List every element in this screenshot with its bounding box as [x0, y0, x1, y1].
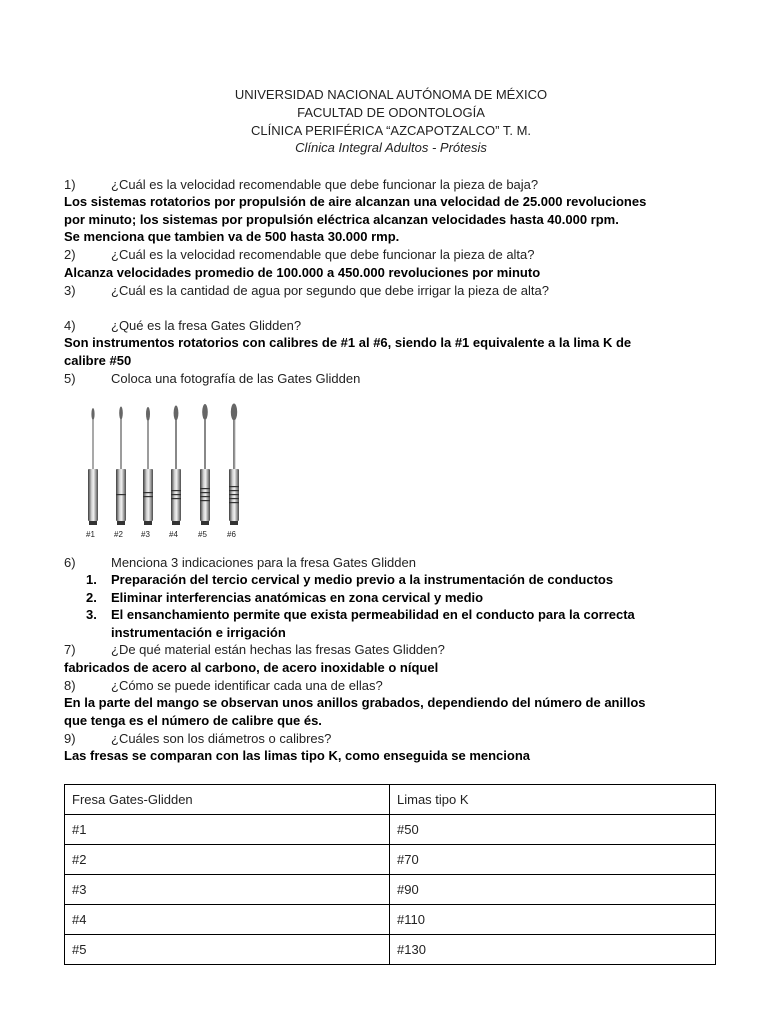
drill-label: #6: [227, 530, 236, 539]
table-cell: #3: [65, 875, 390, 905]
answer-4-line-2: calibre #50: [64, 353, 132, 368]
table-header-row: [65, 785, 716, 815]
university-title: UNIVERSIDAD NACIONAL AUTÓNOMA DE MÉXICO: [234, 87, 548, 102]
table-cell: #130: [390, 935, 716, 965]
question-9: 9) ¿Cuáles son los diámetros o calibres?: [64, 731, 332, 746]
drill-label: #4: [169, 530, 178, 539]
table-cell: #90: [390, 875, 716, 905]
indication-1: 1. Preparación del tercio cervical y medio previo a la instrumentación de conductos: [86, 572, 614, 587]
question-4: 4) ¿Qué es la fresa Gates Glidden?: [64, 318, 302, 333]
answer-1-line-3: Se menciona que tambien va de 500 hasta 30.000 rmp.: [64, 229, 400, 244]
table-header-cell: Limas tipo K: [390, 785, 716, 815]
table-cell: #2: [65, 845, 390, 875]
answer-2: Alcanza velocidades promedio de 100.000 a 450.000 revoluciones por minuto: [64, 265, 541, 280]
table-row: [65, 875, 716, 905]
answer-1-line-1: Los sistemas rotatorios por propulsión de aire alcanzan una velocidad de 25.000 revoluciones: [64, 194, 647, 209]
answer-8-line-2: que tenga es el número de calibre que és.: [64, 713, 322, 728]
table-cell: #50: [390, 815, 716, 845]
table-header-cell: Fresa Gates-Glidden: [65, 785, 390, 815]
indication-3: 3. El ensanchamiento permite que exista permeabilidad en el conducto para la correcta: [86, 607, 635, 622]
answer-8-line-1: En la parte del mango se observan unos anillos grabados, dependiendo del número de anillos: [64, 695, 646, 710]
table-row: [65, 845, 716, 875]
table-cell: #5: [65, 935, 390, 965]
course-subtitle: Clínica Integral Adultos - Prótesis: [295, 140, 487, 155]
table-row: [65, 905, 716, 935]
table-cell: #4: [65, 905, 390, 935]
question-5: 5) Coloca una fotografía de las Gates Glidden: [64, 371, 361, 386]
indication-2: 2. Eliminar interferencias anatómicas en zona cervical y medio: [86, 590, 484, 605]
clinic-title: CLÍNICA PERIFÉRICA “AZCAPOTZALCO” T. M.: [250, 123, 532, 138]
drill-label: #2: [114, 530, 123, 539]
question-1: 1) ¿Cuál es la velocidad recomendable que debe funcionar la pieza de baja?: [64, 177, 539, 192]
drill-label: #1: [86, 530, 95, 539]
drill-label: #5: [198, 530, 207, 539]
calibers-table: [64, 784, 716, 965]
table-row: [65, 935, 716, 965]
table-cell: #110: [390, 905, 716, 935]
answer-9: Las fresas se comparan con las limas tipo K, como enseguida se menciona: [64, 748, 531, 763]
gates-glidden-photo: [64, 392, 256, 544]
question-6: 6) Menciona 3 indicaciones para la fresa Gates Glidden: [64, 555, 416, 570]
question-3: 3) ¿Cuál es la cantidad de agua por segundo que debe irrigar la pieza de alta?: [64, 283, 549, 298]
faculty-title: FACULTAD DE ODONTOLOGÍA: [297, 105, 485, 120]
table-cell: #1: [65, 815, 390, 845]
question-8: 8) ¿Cómo se puede identificar cada una de ellas?: [64, 678, 383, 693]
table-cell: #70: [390, 845, 716, 875]
answer-7: fabricados de acero al carbono, de acero inoxidable o níquel: [64, 660, 439, 675]
indication-3-continued: instrumentación e irrigación: [111, 625, 286, 640]
table-row: [65, 815, 716, 845]
answer-1-line-2: por minuto; los sistemas por propulsión eléctrica alcanzan velocidades hasta 40.000 rpm.: [64, 212, 619, 227]
answer-4-line-1: Son instrumentos rotatorios con calibres de #1 al #6, siendo la #1 equivalente a la lima K de: [64, 335, 632, 350]
question-7: 7) ¿De qué material están hechas las fresas Gates Glidden?: [64, 642, 445, 657]
drill-label: #3: [141, 530, 150, 539]
question-2: 2) ¿Cuál es la velocidad recomendable que debe funcionar la pieza de alta?: [64, 247, 535, 262]
